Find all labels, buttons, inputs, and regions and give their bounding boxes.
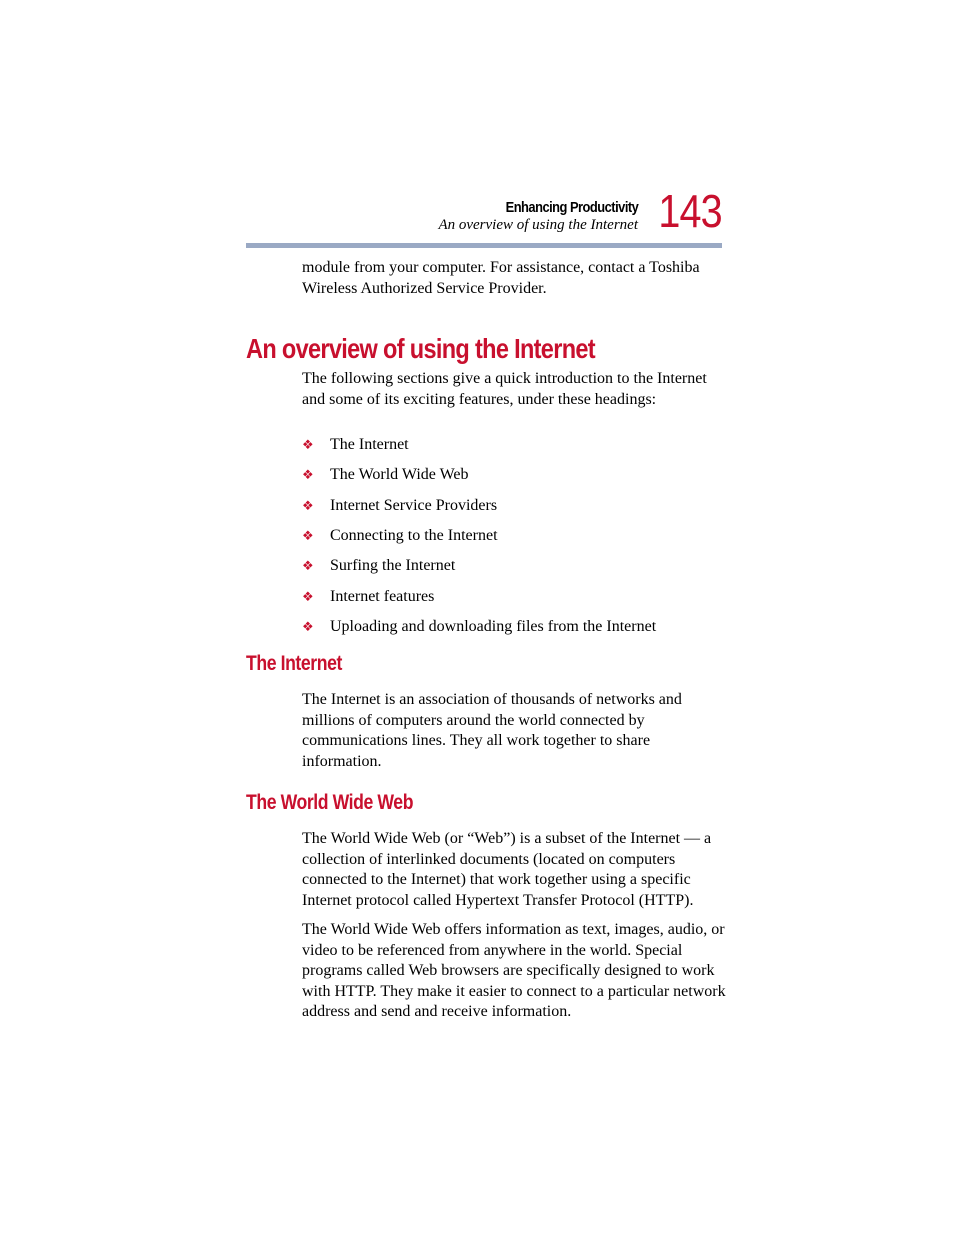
list-item-label: Internet Service Providers — [330, 496, 498, 514]
list-item-label: The World Wide Web — [330, 466, 469, 484]
list-item — [302, 551, 656, 581]
list-item-label: Uploading and downloading files from the Internet — [330, 617, 657, 635]
section-title: An overview of using the Internet — [438, 217, 638, 233]
list-item-label: Surfing the Internet — [330, 557, 456, 575]
www-paragraph-1: The World Wide Web (or “Web”) is a subset of the Internet — a collection of interlinked documents (located on computers connected to the Internet) that work together using a specific Internet protocol called Hypertext Transfer Protocol (HTTP). — [302, 830, 712, 909]
list-item-label: Internet features — [330, 587, 435, 605]
www-heading: The World Wide Web — [246, 791, 414, 814]
diamond-bullet-icon: ❖ — [302, 528, 314, 544]
intro-paragraph: module from your computer. For assistance, contact a Toshiba Wireless Authorized Service Provider. — [302, 259, 700, 297]
list-item — [302, 491, 656, 521]
diamond-bullet-icon: ❖ — [302, 558, 314, 574]
list-item — [302, 521, 656, 551]
list-item — [302, 430, 656, 460]
diamond-bullet-icon: ❖ — [302, 618, 314, 634]
main-heading: An overview of using the Internet — [246, 333, 595, 364]
list-item — [302, 581, 656, 611]
topic-list — [302, 430, 656, 642]
diamond-bullet-icon: ❖ — [302, 497, 314, 513]
internet-heading: The Internet — [246, 652, 342, 675]
list-item — [302, 460, 656, 490]
page-number: 143 — [658, 185, 722, 237]
list-item-label: Connecting to the Internet — [330, 527, 498, 545]
internet-paragraph: The Internet is an association of thousands of networks and millions of computers around the world connected by communications lines. They all work together to share information. — [302, 691, 682, 770]
list-item — [302, 612, 656, 642]
chapter-title: Enhancing Productivity — [505, 199, 638, 216]
header-rule — [246, 243, 722, 248]
www-paragraph-2: The World Wide Web offers information as text, images, audio, or video to be referenced from anywhere in the world. Special programs called Web browsers are specifically designed to work with HTTP. They make it easier to connect to a particular network address and send and receive information. — [302, 921, 726, 1020]
diamond-bullet-icon: ❖ — [302, 467, 314, 483]
list-item-label: The Internet — [330, 436, 409, 454]
diamond-bullet-icon: ❖ — [302, 588, 314, 604]
diamond-bullet-icon: ❖ — [302, 437, 314, 453]
page-header — [246, 185, 722, 248]
overview-paragraph: The following sections give a quick introduction to the Internet and some of its exciting features, under these headings: — [302, 370, 707, 408]
